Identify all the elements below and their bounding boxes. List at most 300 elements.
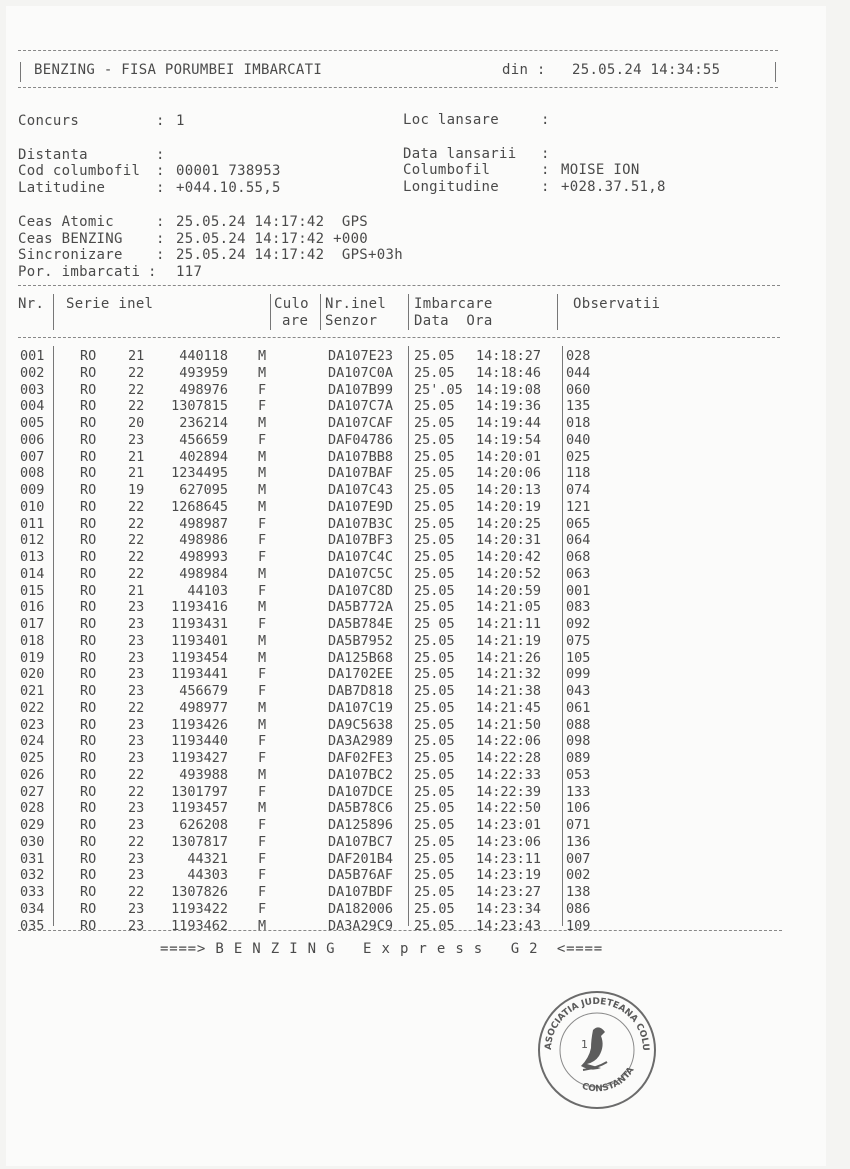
- row-ora: 14:18:27: [476, 348, 542, 364]
- row-an: 22: [128, 398, 145, 415]
- row-tara: RO: [80, 348, 97, 364]
- row-observatii: 075: [566, 632, 591, 649]
- distanta-label: Distanta: [18, 147, 88, 163]
- row-data: 25.05: [414, 666, 455, 683]
- row-senzor: DA125B68: [328, 649, 394, 666]
- row-nr: 011: [20, 515, 45, 532]
- row-observatii: 092: [566, 616, 591, 632]
- ceas-benzing-label: Ceas BENZING: [18, 231, 123, 247]
- distanta-colon: :: [156, 147, 165, 163]
- row-observatii: 053: [566, 766, 591, 783]
- row-an: 22: [128, 565, 145, 582]
- row-nr: 001: [20, 348, 45, 364]
- row-nr: 010: [20, 498, 45, 515]
- row-data: 25.05: [414, 582, 455, 599]
- row-tara: RO: [80, 364, 97, 381]
- row-sex: F: [258, 900, 267, 917]
- row-senzor: DA107E23: [328, 348, 394, 364]
- row-sex: F: [258, 532, 267, 549]
- row-tara: RO: [80, 783, 97, 800]
- table-bottom-rule: [18, 930, 782, 931]
- table-row: [0, 382, 800, 399]
- row-tara: RO: [80, 716, 97, 733]
- row-data: 25.05: [414, 348, 455, 364]
- row-observatii: 063: [566, 565, 591, 582]
- row-senzor: DA107BB8: [328, 448, 394, 465]
- row-ora: 14:21:05: [476, 599, 542, 616]
- loc-lansare-colon: :: [541, 112, 550, 128]
- row-an: 23: [128, 666, 145, 683]
- row-sex: M: [258, 482, 267, 498]
- row-data: 25.05: [414, 448, 455, 465]
- row-ora: 14:18:46: [476, 364, 542, 381]
- row-ora: 14:20:06: [476, 465, 542, 482]
- row-nr: 013: [20, 549, 45, 565]
- row-nr: 031: [20, 850, 45, 867]
- row-sex: M: [258, 716, 267, 733]
- row-ora: 14:21:19: [476, 632, 542, 649]
- row-an: 22: [128, 532, 145, 549]
- row-tara: RO: [80, 565, 97, 582]
- table-row: [0, 683, 800, 700]
- row-data: 25.05: [414, 482, 455, 498]
- row-senzor: DA5B78C6: [328, 800, 394, 817]
- row-data: 25.05: [414, 716, 455, 733]
- row-senzor: DAB7D818: [328, 683, 394, 699]
- row-an: 21: [128, 465, 145, 482]
- row-observatii: 133: [566, 783, 591, 800]
- row-nr: 034: [20, 900, 45, 917]
- row-tara: RO: [80, 766, 97, 783]
- row-ora: 14:20:59: [476, 582, 542, 599]
- row-data: 25 05: [414, 616, 455, 632]
- row-ora: 14:21:50: [476, 716, 542, 733]
- row-sex: M: [258, 766, 267, 783]
- row-tara: RO: [80, 549, 97, 565]
- row-an: 21: [128, 582, 145, 599]
- row-an: 23: [128, 649, 145, 666]
- row-sex: F: [258, 398, 267, 415]
- por-imbarcati-label: Por. imbarcati: [18, 264, 141, 280]
- row-sex: F: [258, 666, 267, 683]
- row-data: 25.05: [414, 565, 455, 582]
- row-ora: 14:21:38: [476, 683, 542, 699]
- row-ora: 14:19:36: [476, 398, 542, 415]
- row-tara: RO: [80, 850, 97, 867]
- row-data: 25.05: [414, 415, 455, 431]
- row-senzor: DA107BDF: [328, 884, 394, 900]
- longitudine-label: Longitudine: [403, 179, 500, 195]
- row-observatii: 007: [566, 850, 591, 867]
- row-tara: RO: [80, 900, 97, 917]
- table-row: [0, 717, 800, 734]
- row-data: 25.05: [414, 649, 455, 666]
- row-tara: RO: [80, 884, 97, 900]
- ceas-atomic-value: 25.05.24 14:17:42 GPS: [176, 214, 369, 230]
- row-ora: 14:19:08: [476, 381, 542, 398]
- row-ora: 14:20:42: [476, 549, 542, 565]
- row-senzor: DA107CAF: [328, 415, 394, 431]
- row-data: 25.05: [414, 850, 455, 867]
- row-senzor: DA107C43: [328, 482, 394, 498]
- table-row: [0, 901, 800, 918]
- row-nr: 033: [20, 884, 45, 900]
- por-imbarcati-colon: :: [148, 264, 157, 280]
- concurs-value: 1: [176, 113, 185, 129]
- concurs-colon: :: [156, 113, 174, 129]
- row-observatii: 086: [566, 900, 591, 917]
- row-data: 25.05: [414, 532, 455, 549]
- row-tara: RO: [80, 750, 97, 766]
- row-tara: RO: [80, 800, 97, 817]
- row-an: 23: [128, 616, 145, 632]
- row-nr: 008: [20, 465, 45, 482]
- row-ora: 14:19:54: [476, 431, 542, 448]
- row-ora: 14:21:26: [476, 649, 542, 666]
- row-sex: F: [258, 582, 267, 599]
- row-sex: F: [258, 833, 267, 850]
- row-numar: 1193431: [171, 616, 228, 632]
- ceas-benzing-value: 25.05.24 14:17:42 +000: [176, 231, 369, 247]
- header-right-bar: [775, 62, 776, 82]
- row-numar: 440118: [179, 348, 228, 364]
- row-an: 23: [128, 431, 145, 448]
- row-data: 25.05: [414, 549, 455, 565]
- row-sex: F: [258, 515, 267, 532]
- col-dataora-header: Data Ora: [414, 313, 493, 329]
- row-nr: 009: [20, 482, 45, 498]
- row-data: 25.05: [414, 431, 455, 448]
- row-senzor: DA125896: [328, 817, 394, 833]
- header-dashed-rule: [18, 87, 778, 88]
- row-sex: M: [258, 649, 267, 666]
- row-numar: 1193422: [171, 900, 228, 917]
- row-an: 22: [128, 766, 145, 783]
- longitudine-colon: :: [541, 179, 550, 195]
- row-an: 23: [128, 917, 145, 934]
- row-an: 22: [128, 364, 145, 381]
- row-numar: 456679: [179, 683, 228, 699]
- col-observatii-header: Observatii: [573, 296, 661, 312]
- row-ora: 14:20:25: [476, 515, 542, 532]
- row-an: 23: [128, 683, 145, 699]
- row-numar: 498987: [179, 515, 228, 532]
- row-an: 23: [128, 750, 145, 766]
- row-data: 25.05: [414, 599, 455, 616]
- table-row: [0, 365, 800, 382]
- row-data: 25.05: [414, 465, 455, 482]
- row-an: 22: [128, 884, 145, 900]
- row-senzor: DA107BF3: [328, 532, 394, 549]
- cod-columbofil-value: 00001 738953: [176, 163, 281, 179]
- row-numar: 1307826: [171, 884, 228, 900]
- row-ora: 14:20:52: [476, 565, 542, 582]
- row-observatii: 138: [566, 884, 591, 900]
- row-nr: 027: [20, 783, 45, 800]
- row-an: 22: [128, 549, 145, 565]
- sincronizare-value: 25.05.24 14:17:42 GPS+03h: [176, 247, 403, 263]
- row-senzor: DA9C5638: [328, 716, 394, 733]
- table-row: [0, 784, 800, 801]
- row-observatii: 068: [566, 549, 591, 565]
- row-tara: RO: [80, 599, 97, 616]
- row-numar: 236214: [179, 415, 228, 431]
- row-data: 25.05: [414, 783, 455, 800]
- row-observatii: 071: [566, 817, 591, 833]
- columbofil-value: MOISE ION: [561, 162, 640, 178]
- table-row: [0, 599, 800, 616]
- row-observatii: 064: [566, 532, 591, 549]
- col-sep: [53, 294, 54, 330]
- report-title: BENZING - FISA PORUMBEI IMBARCATI: [34, 62, 323, 78]
- row-tara: RO: [80, 532, 97, 549]
- col-sep: [408, 294, 409, 330]
- row-senzor: DA5B7952: [328, 632, 394, 649]
- row-data: 25.05: [414, 398, 455, 415]
- table-row: [0, 918, 800, 935]
- row-sex: F: [258, 783, 267, 800]
- row-numar: 627095: [179, 482, 228, 498]
- row-numar: 44321: [187, 850, 228, 867]
- row-tara: RO: [80, 817, 97, 833]
- row-an: 23: [128, 733, 145, 750]
- row-tara: RO: [80, 415, 97, 431]
- table-row: [0, 348, 800, 365]
- row-observatii: 061: [566, 699, 591, 716]
- row-sex: M: [258, 632, 267, 649]
- table-row: [0, 415, 800, 432]
- table-row: [0, 449, 800, 466]
- row-ora: 14:23:43: [476, 917, 542, 934]
- row-data: 25.05: [414, 733, 455, 750]
- table-row: [0, 733, 800, 750]
- row-ora: 14:21:11: [476, 616, 542, 632]
- row-senzor: DA107E9D: [328, 498, 394, 515]
- row-numar: 1193426: [171, 716, 228, 733]
- row-tara: RO: [80, 448, 97, 465]
- row-an: 21: [128, 448, 145, 465]
- row-data: 25.05: [414, 884, 455, 900]
- row-numar: 626208: [179, 817, 228, 833]
- row-observatii: 083: [566, 599, 591, 616]
- row-tara: RO: [80, 431, 97, 448]
- row-an: 23: [128, 632, 145, 649]
- row-tara: RO: [80, 632, 97, 649]
- row-data: 25.05: [414, 867, 455, 884]
- latitudine-colon: :: [156, 180, 165, 196]
- row-an: 23: [128, 867, 145, 884]
- row-an: 19: [128, 482, 145, 498]
- row-numar: 493988: [179, 766, 228, 783]
- row-sex: M: [258, 498, 267, 515]
- row-numar: 1193454: [171, 649, 228, 666]
- por-imbarcati-value: 117: [176, 264, 203, 280]
- row-numar: 498993: [179, 549, 228, 565]
- row-nr: 022: [20, 699, 45, 716]
- row-tara: RO: [80, 917, 97, 934]
- row-observatii: 001: [566, 582, 591, 599]
- row-nr: 020: [20, 666, 45, 683]
- row-numar: 1301797: [171, 783, 228, 800]
- row-observatii: 065: [566, 515, 591, 532]
- header-left-bar: [20, 62, 21, 82]
- row-ora: 14:20:13: [476, 482, 542, 498]
- col-imbarcare-header: Imbarcare: [414, 296, 493, 312]
- row-numar: 1307817: [171, 833, 228, 850]
- row-nr: 021: [20, 683, 45, 699]
- row-nr: 019: [20, 649, 45, 666]
- latitudine-value: +044.10.55,5: [176, 180, 281, 196]
- row-data: 25.05: [414, 683, 455, 699]
- stamp-bottom-text: CONSTANTA: [580, 1065, 637, 1095]
- longitudine-value: +028.37.51,8: [561, 179, 666, 195]
- row-observatii: 121: [566, 498, 591, 515]
- row-numar: 493959: [179, 364, 228, 381]
- row-senzor: DA107BC7: [328, 833, 394, 850]
- row-an: 23: [128, 599, 145, 616]
- col-sep: [557, 294, 558, 330]
- columbofil-label: Columbofil: [403, 162, 491, 178]
- stamp-number: 1: [581, 1038, 588, 1051]
- association-stamp: [535, 988, 659, 1112]
- col-senzor-header: Senzor: [325, 313, 378, 329]
- table-row: [0, 583, 800, 600]
- row-nr: 002: [20, 364, 45, 381]
- row-observatii: 099: [566, 666, 591, 683]
- row-nr: 006: [20, 431, 45, 448]
- row-sex: F: [258, 549, 267, 565]
- row-numar: 44103: [187, 582, 228, 599]
- row-observatii: 088: [566, 716, 591, 733]
- sincronizare-colon: :: [156, 247, 165, 263]
- table-row: [0, 633, 800, 650]
- row-senzor: DA3A29C9: [328, 917, 394, 934]
- ceas-benzing-colon: :: [156, 231, 165, 247]
- row-numar: 498984: [179, 565, 228, 582]
- table-row: [0, 465, 800, 482]
- col-culoare-header-2: are: [282, 313, 309, 329]
- row-observatii: 089: [566, 750, 591, 766]
- loc-lansare-label: Loc lansare: [403, 112, 500, 128]
- row-tara: RO: [80, 465, 97, 482]
- row-numar: 498977: [179, 699, 228, 716]
- table-row: [0, 867, 800, 884]
- row-senzor: DA3A2989: [328, 733, 394, 750]
- row-nr: 023: [20, 716, 45, 733]
- row-senzor: DA182006: [328, 900, 394, 917]
- row-observatii: 043: [566, 683, 591, 699]
- row-an: 23: [128, 716, 145, 733]
- row-data: 25.05: [414, 817, 455, 833]
- row-observatii: 044: [566, 364, 591, 381]
- row-sex: M: [258, 415, 267, 431]
- row-observatii: 074: [566, 482, 591, 498]
- cod-columbofil-label: Cod columbofil: [18, 163, 141, 179]
- row-data: 25.05: [414, 750, 455, 766]
- row-data: 25.05: [414, 766, 455, 783]
- row-observatii: 106: [566, 800, 591, 817]
- table-row: [0, 800, 800, 817]
- row-tara: RO: [80, 699, 97, 716]
- row-data: 25.05: [414, 364, 455, 381]
- row-data: 25'.05: [414, 381, 463, 398]
- row-observatii: 060: [566, 381, 591, 398]
- row-numar: 456659: [179, 431, 228, 448]
- row-numar: 1193416: [171, 599, 228, 616]
- row-senzor: DA107C8D: [328, 582, 394, 599]
- columbofil-colon: :: [541, 162, 550, 178]
- row-data: 25.05: [414, 632, 455, 649]
- row-numar: 1234495: [171, 465, 228, 482]
- table-row: [0, 666, 800, 683]
- table-row: [0, 482, 800, 499]
- row-senzor: DAF02FE3: [328, 750, 394, 766]
- row-senzor: DA5B772A: [328, 599, 394, 616]
- row-ora: 14:22:33: [476, 766, 542, 783]
- row-nr: 028: [20, 800, 45, 817]
- row-sex: M: [258, 800, 267, 817]
- table-row: [0, 851, 800, 868]
- row-ora: 14:22:06: [476, 733, 542, 750]
- row-nr: 032: [20, 867, 45, 884]
- row-sex: M: [258, 565, 267, 582]
- row-senzor: DA5B76AF: [328, 867, 394, 884]
- concurs-label: Concurs: [18, 113, 80, 129]
- row-numar: 1307815: [171, 398, 228, 415]
- stamp-top-text: ASOCIATIA JUDETEANA COLU: [543, 996, 651, 1052]
- table-row: [0, 817, 800, 834]
- row-data: 25.05: [414, 515, 455, 532]
- row-observatii: 118: [566, 465, 591, 482]
- row-tara: RO: [80, 498, 97, 515]
- row-nr: 030: [20, 833, 45, 850]
- row-data: 25.05: [414, 917, 455, 934]
- row-sex: F: [258, 884, 267, 900]
- row-an: 23: [128, 817, 145, 833]
- row-ora: 14:22:39: [476, 783, 542, 800]
- col-serie-header: Serie inel: [66, 296, 154, 312]
- row-an: 22: [128, 833, 145, 850]
- row-numar: 402894: [179, 448, 228, 465]
- row-observatii: 109: [566, 917, 591, 934]
- row-nr: 018: [20, 632, 45, 649]
- row-observatii: 135: [566, 398, 591, 415]
- row-observatii: 018: [566, 415, 591, 431]
- row-tara: RO: [80, 398, 97, 415]
- col-nr-header: Nr.: [18, 296, 45, 312]
- row-tara: RO: [80, 733, 97, 750]
- row-senzor: DAF201B4: [328, 850, 394, 867]
- row-data: 25.05: [414, 699, 455, 716]
- row-sex: F: [258, 850, 267, 867]
- row-nr: 025: [20, 750, 45, 766]
- top-dashed-rule: [18, 50, 778, 51]
- col-culoare-header: Culo: [274, 296, 309, 312]
- row-sex: F: [258, 431, 267, 448]
- row-data: 25.05: [414, 833, 455, 850]
- table-row: [0, 750, 800, 767]
- row-ora: 14:22:28: [476, 750, 542, 766]
- row-senzor: DA107C19: [328, 699, 394, 716]
- row-data: 25.05: [414, 900, 455, 917]
- row-nr: 003: [20, 381, 45, 398]
- ceas-atomic-colon: :: [156, 214, 165, 230]
- data-lansarii-colon: :: [541, 146, 550, 162]
- table-row: [0, 432, 800, 449]
- table-row: [0, 516, 800, 533]
- row-an: 22: [128, 381, 145, 398]
- row-ora: 14:19:44: [476, 415, 542, 431]
